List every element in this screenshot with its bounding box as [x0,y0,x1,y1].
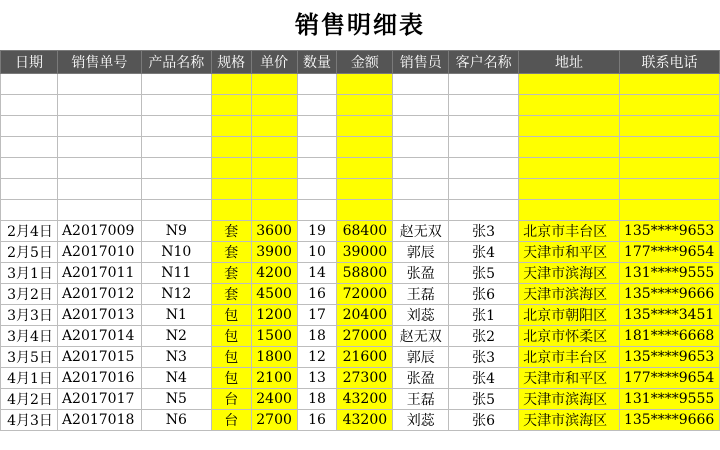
empty-cell[interactable] [57,116,141,137]
empty-cell[interactable] [619,116,719,137]
empty-cell[interactable] [211,158,251,179]
cell-salesperson[interactable]: 刘蕊 [393,305,449,326]
cell-customer[interactable]: 张2 [449,326,519,347]
cell-order-no[interactable]: A2017009 [57,221,141,242]
cell-product[interactable]: N9 [141,221,211,242]
cell-customer[interactable]: 张6 [449,284,519,305]
empty-cell[interactable] [1,179,58,200]
table-row [1,263,720,284]
cell-date[interactable]: 2月4日 [1,221,58,242]
empty-cell[interactable] [297,74,337,95]
cell-spec[interactable]: 包 [211,305,251,326]
empty-cell[interactable] [393,74,449,95]
cell-customer[interactable]: 张3 [449,221,519,242]
empty-cell[interactable] [393,158,449,179]
cell-spec[interactable]: 套 [211,242,251,263]
table-row [1,284,720,305]
cell-price[interactable]: 1500 [251,326,297,347]
empty-cell[interactable] [251,116,297,137]
empty-cell[interactable] [519,74,620,95]
cell-phone[interactable]: 135****9653 [619,221,719,242]
empty-cell[interactable] [519,116,620,137]
cell-price[interactable]: 2700 [251,410,297,431]
empty-cell[interactable] [449,158,519,179]
cell-date[interactable]: 3月2日 [1,284,58,305]
cell-salesperson[interactable]: 赵无双 [393,221,449,242]
empty-cell[interactable] [619,179,719,200]
cell-qty[interactable]: 16 [297,410,337,431]
cell-price[interactable]: 1200 [251,305,297,326]
cell-date[interactable]: 4月2日 [1,389,58,410]
cell-order-no[interactable]: A2017017 [57,389,141,410]
cell-address[interactable]: 天津市滨海区 [519,284,620,305]
cell-spec[interactable]: 套 [211,284,251,305]
cell-salesperson[interactable]: 张盈 [393,368,449,389]
empty-cell[interactable] [519,179,620,200]
cell-spec[interactable]: 台 [211,410,251,431]
cell-customer[interactable]: 张5 [449,389,519,410]
empty-cell[interactable] [297,158,337,179]
empty-cell[interactable] [519,95,620,116]
empty-cell[interactable] [393,116,449,137]
cell-order-no[interactable]: A2017011 [57,263,141,284]
empty-cell[interactable] [449,74,519,95]
cell-phone[interactable]: 135****3451 [619,305,719,326]
col-header-spec[interactable]: 规格 [211,51,251,74]
empty-cell[interactable] [251,74,297,95]
cell-qty[interactable]: 18 [297,326,337,347]
col-header-amount[interactable]: 金额 [337,51,393,74]
cell-customer[interactable]: 张4 [449,368,519,389]
empty-cell[interactable] [57,95,141,116]
cell-order-no[interactable]: A2017016 [57,368,141,389]
cell-salesperson[interactable]: 王磊 [393,284,449,305]
cell-spec[interactable]: 包 [211,368,251,389]
blank-row [1,200,720,221]
empty-cell[interactable] [337,95,393,116]
cell-phone[interactable]: 135****9666 [619,410,719,431]
cell-date[interactable]: 3月1日 [1,263,58,284]
cell-qty[interactable]: 14 [297,263,337,284]
empty-cell[interactable] [393,137,449,158]
cell-order-no[interactable]: A2017010 [57,242,141,263]
blank-row [1,95,720,116]
empty-cell[interactable] [337,116,393,137]
cell-qty[interactable]: 18 [297,389,337,410]
cell-address[interactable]: 天津市滨海区 [519,410,620,431]
empty-cell[interactable] [619,158,719,179]
empty-cell[interactable] [251,95,297,116]
cell-customer[interactable]: 张4 [449,242,519,263]
empty-cell[interactable] [1,158,58,179]
cell-date[interactable]: 4月3日 [1,410,58,431]
empty-cell[interactable] [449,179,519,200]
empty-cell[interactable] [141,158,211,179]
sales-detail-table [0,50,720,431]
cell-salesperson[interactable]: 刘蕊 [393,410,449,431]
cell-date[interactable]: 3月4日 [1,326,58,347]
cell-phone[interactable]: 181****6668 [619,326,719,347]
col-header-address[interactable]: 地址 [519,51,620,74]
col-header-price[interactable]: 单价 [251,51,297,74]
cell-spec[interactable]: 包 [211,347,251,368]
empty-cell[interactable] [251,158,297,179]
empty-cell[interactable] [211,74,251,95]
cell-phone[interactable]: 131****9555 [619,263,719,284]
empty-cell[interactable] [211,200,251,221]
cell-amount[interactable]: 27300 [337,368,393,389]
empty-cell[interactable] [393,179,449,200]
table-row [1,305,720,326]
cell-salesperson[interactable]: 王磊 [393,389,449,410]
cell-product[interactable]: N4 [141,368,211,389]
cell-customer[interactable]: 张1 [449,305,519,326]
cell-date[interactable]: 3月5日 [1,347,58,368]
empty-cell[interactable] [297,179,337,200]
empty-cell[interactable] [141,200,211,221]
cell-price[interactable]: 4200 [251,263,297,284]
empty-cell[interactable] [297,200,337,221]
table-row [1,389,720,410]
empty-cell[interactable] [619,95,719,116]
cell-address[interactable]: 天津市滨海区 [519,389,620,410]
empty-cell[interactable] [141,74,211,95]
cell-date[interactable]: 3月3日 [1,305,58,326]
cell-address[interactable]: 天津市滨海区 [519,263,620,284]
cell-qty[interactable]: 12 [297,347,337,368]
cell-order-no[interactable]: A2017018 [57,410,141,431]
cell-address[interactable]: 北京市朝阳区 [519,305,620,326]
cell-phone[interactable]: 135****9653 [619,347,719,368]
empty-cell[interactable] [57,158,141,179]
cell-salesperson[interactable]: 张盈 [393,263,449,284]
empty-cell[interactable] [57,74,141,95]
empty-cell[interactable] [251,200,297,221]
cell-product[interactable]: N12 [141,284,211,305]
cell-price[interactable]: 3900 [251,242,297,263]
cell-spec[interactable]: 套 [211,263,251,284]
empty-cell[interactable] [251,137,297,158]
cell-price[interactable]: 3600 [251,221,297,242]
blank-row [1,116,720,137]
empty-cell[interactable] [337,200,393,221]
blank-row [1,74,720,95]
cell-price[interactable]: 2100 [251,368,297,389]
empty-cell[interactable] [519,200,620,221]
cell-order-no[interactable]: A2017013 [57,305,141,326]
col-header-salesperson[interactable]: 销售员 [393,51,449,74]
cell-customer[interactable]: 张3 [449,347,519,368]
empty-cell[interactable] [251,179,297,200]
cell-spec[interactable]: 套 [211,221,251,242]
cell-address[interactable]: 北京市怀柔区 [519,326,620,347]
empty-cell[interactable] [1,116,58,137]
empty-cell[interactable] [519,158,620,179]
cell-product[interactable]: N1 [141,305,211,326]
table-row [1,242,720,263]
cell-phone[interactable]: 177****9654 [619,368,719,389]
table-row [1,221,720,242]
empty-cell[interactable] [57,137,141,158]
cell-amount[interactable]: 39000 [337,242,393,263]
empty-cell[interactable] [337,179,393,200]
header-row [1,51,720,74]
cell-amount[interactable]: 58800 [337,263,393,284]
empty-cell[interactable] [57,200,141,221]
cell-amount[interactable]: 43200 [337,389,393,410]
cell-date[interactable]: 4月1日 [1,368,58,389]
cell-phone[interactable]: 135****9666 [619,284,719,305]
cell-qty[interactable]: 16 [297,284,337,305]
cell-date[interactable]: 2月5日 [1,242,58,263]
cell-qty[interactable]: 19 [297,221,337,242]
empty-cell[interactable] [1,95,58,116]
cell-qty[interactable]: 10 [297,242,337,263]
cell-qty[interactable]: 13 [297,368,337,389]
cell-amount[interactable]: 43200 [337,410,393,431]
cell-amount[interactable]: 72000 [337,284,393,305]
cell-salesperson[interactable]: 郭辰 [393,347,449,368]
table-row [1,326,720,347]
empty-cell[interactable] [141,137,211,158]
blank-row [1,179,720,200]
empty-cell[interactable] [211,179,251,200]
cell-amount[interactable]: 20400 [337,305,393,326]
cell-address[interactable]: 天津市和平区 [519,368,620,389]
empty-cell[interactable] [519,137,620,158]
empty-cell[interactable] [449,137,519,158]
col-header-phone[interactable]: 联系电话 [619,51,719,74]
cell-qty[interactable]: 17 [297,305,337,326]
empty-cell[interactable] [449,95,519,116]
cell-order-no[interactable]: A2017015 [57,347,141,368]
cell-amount[interactable]: 68400 [337,221,393,242]
col-header-order-no[interactable]: 销售单号 [57,51,141,74]
cell-phone[interactable]: 131****9555 [619,389,719,410]
empty-cell[interactable] [211,95,251,116]
empty-cell[interactable] [449,200,519,221]
cell-product[interactable]: N2 [141,326,211,347]
empty-cell[interactable] [141,116,211,137]
cell-price[interactable]: 1800 [251,347,297,368]
empty-cell[interactable] [297,116,337,137]
cell-product[interactable]: N11 [141,263,211,284]
cell-order-no[interactable]: A2017014 [57,326,141,347]
empty-cell[interactable] [141,179,211,200]
col-header-product[interactable]: 产品名称 [141,51,211,74]
table-row [1,347,720,368]
empty-cell[interactable] [337,158,393,179]
table-row [1,368,720,389]
empty-cell[interactable] [393,200,449,221]
cell-salesperson[interactable]: 郭辰 [393,242,449,263]
cell-address[interactable]: 天津市和平区 [519,242,620,263]
empty-cell[interactable] [337,74,393,95]
empty-cell[interactable] [337,137,393,158]
sheet-title: 销售明细表 [295,10,425,39]
empty-cell[interactable] [449,116,519,137]
cell-spec[interactable]: 台 [211,389,251,410]
cell-address[interactable]: 北京市丰台区 [519,347,620,368]
empty-cell[interactable] [211,137,251,158]
cell-product[interactable]: N6 [141,410,211,431]
blank-row [1,158,720,179]
cell-product[interactable]: N10 [141,242,211,263]
cell-spec[interactable]: 包 [211,326,251,347]
empty-cell[interactable] [57,179,141,200]
cell-price[interactable]: 4500 [251,284,297,305]
cell-customer[interactable]: 张6 [449,410,519,431]
empty-cell[interactable] [141,95,211,116]
empty-cell[interactable] [211,116,251,137]
cell-amount[interactable]: 27000 [337,326,393,347]
cell-address[interactable]: 北京市丰台区 [519,221,620,242]
cell-product[interactable]: N3 [141,347,211,368]
table-row [1,410,720,431]
col-header-date[interactable]: 日期 [1,51,58,74]
col-header-customer[interactable]: 客户名称 [449,51,519,74]
empty-cell[interactable] [619,74,719,95]
empty-cell[interactable] [297,137,337,158]
blank-row [1,137,720,158]
cell-customer[interactable]: 张5 [449,263,519,284]
empty-cell[interactable] [1,200,58,221]
empty-cell[interactable] [393,95,449,116]
cell-order-no[interactable]: A2017012 [57,284,141,305]
empty-cell[interactable] [1,137,58,158]
empty-cell[interactable] [1,74,58,95]
empty-cell[interactable] [619,137,719,158]
empty-cell[interactable] [297,95,337,116]
cell-salesperson[interactable]: 赵无双 [393,326,449,347]
cell-product[interactable]: N5 [141,389,211,410]
cell-amount[interactable]: 21600 [337,347,393,368]
empty-cell[interactable] [619,200,719,221]
col-header-qty[interactable]: 数量 [297,51,337,74]
cell-price[interactable]: 2400 [251,389,297,410]
cell-phone[interactable]: 177****9654 [619,242,719,263]
